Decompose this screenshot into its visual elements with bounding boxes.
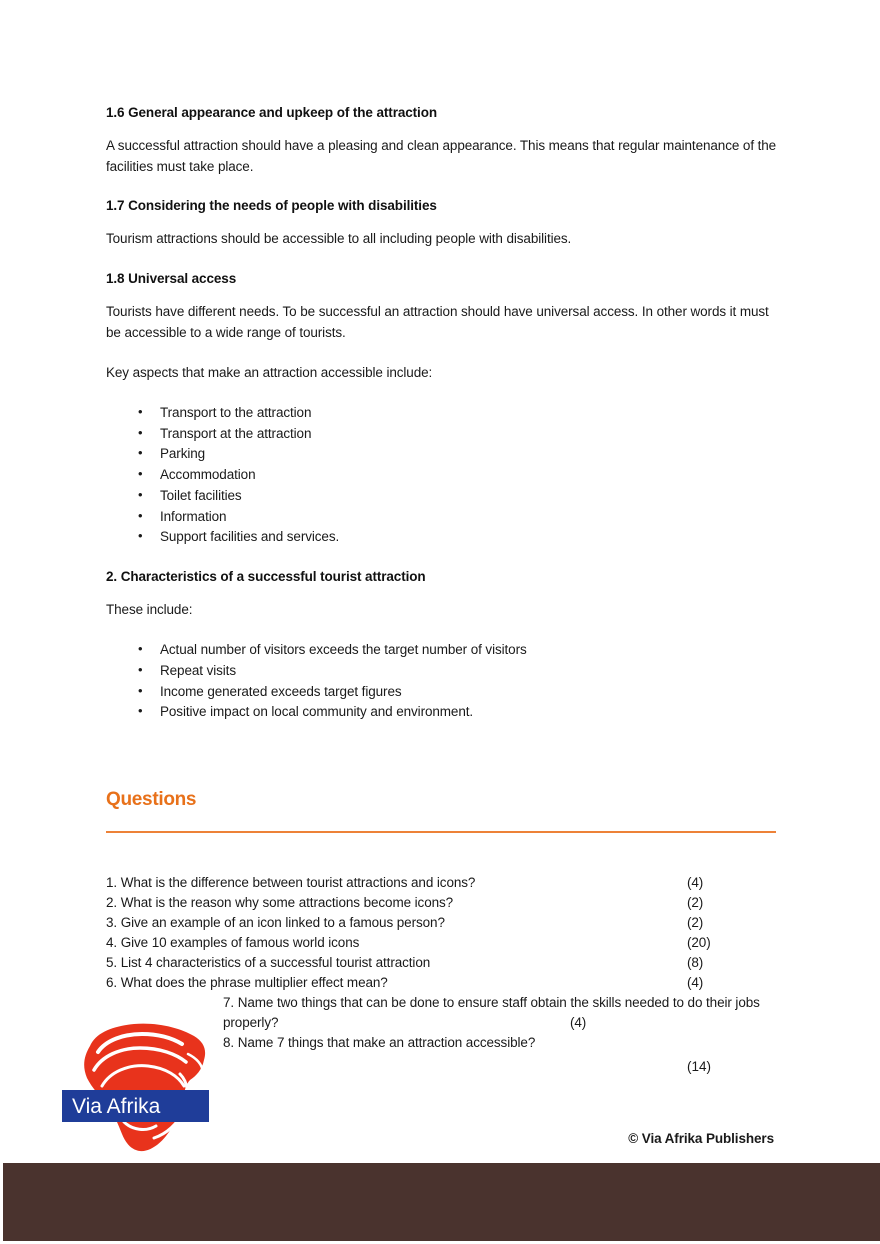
list-item: • Accommodation <box>106 465 778 486</box>
list-item: • Positive impact on local community and environment. <box>106 702 778 723</box>
question-text: 6. What does the phrase multiplier effect mean? <box>106 975 388 991</box>
question-row <box>106 933 778 953</box>
question-marks: (20) <box>687 935 711 951</box>
characteristics-list <box>106 640 778 723</box>
questions-heading: Questions <box>106 789 197 811</box>
document-body <box>106 104 778 1074</box>
question-marks-trailing: (14) <box>687 1059 712 1075</box>
heading-2-characteristics: 2. Characteristics of a successful tourist attraction <box>106 569 426 585</box>
copyright-notice: © Via Afrika Publishers <box>628 1131 774 1146</box>
paragraph-1-8: Tourists have different needs. To be successful an attraction should have universal access. In other words it must be accessible to a wide range of tourists. <box>106 304 769 340</box>
question-text: 8. Name 7 things that make an attraction accessible? <box>223 1035 536 1051</box>
list-item: • Support facilities and services. <box>106 527 778 548</box>
question-row <box>106 953 778 973</box>
list-item: • Parking <box>106 444 778 465</box>
paragraph-1-6: A successful attraction should have a pleasing and clean appearance. This means that regular maintenance of the facilities must take place. <box>106 138 777 174</box>
questions-divider <box>106 831 776 833</box>
list-item: • Transport to the attraction <box>106 403 778 424</box>
question-row <box>106 973 778 993</box>
question-row <box>106 873 778 893</box>
question-row <box>106 913 778 933</box>
question-text: 4. Give 10 examples of famous world icons <box>106 935 360 951</box>
list-item: • Repeat visits <box>106 661 778 682</box>
question-text: 2. What is the reason why some attractions become icons? <box>106 895 454 911</box>
question-marks: (4) <box>570 1015 587 1031</box>
heading-1-6: 1.6 General appearance and upkeep of the attraction <box>106 105 438 120</box>
question-text: 3. Give an example of an icon linked to a famous person? <box>106 915 445 931</box>
list-item: • Toilet facilities <box>106 486 778 507</box>
question-row <box>106 893 778 913</box>
paragraph-1-7: Tourism attractions should be accessible to all including people with disabilities. <box>106 231 572 247</box>
question-marks: (2) <box>687 895 704 911</box>
question-marks: (4) <box>687 875 704 891</box>
list-item: • Information <box>106 507 778 528</box>
access-list <box>106 403 778 548</box>
heading-1-8: 1.8 Universal access <box>106 270 237 286</box>
list-item: • Actual number of visitors exceeds the target number of visitors <box>106 640 778 661</box>
question-text: 5. List 4 characteristics of a successful tourist attraction <box>106 955 431 971</box>
footer-bar <box>3 1163 880 1241</box>
list-item: • Transport at the attraction <box>106 424 778 445</box>
list-item: • Income generated exceeds target figures <box>106 682 778 703</box>
question-text: 1. What is the difference between tourist attractions and icons? <box>106 875 476 891</box>
question-text: 7. Name two things that can be done to ensure staff obtain the skills needed to do their jobs properly? <box>223 995 760 1031</box>
question-marks: (4) <box>687 975 704 991</box>
question-marks: (8) <box>687 955 704 971</box>
heading-1-7: 1.7 Considering the needs of people with disabilities <box>106 198 437 214</box>
question-marks: (2) <box>687 915 704 931</box>
access-intro: Key aspects that make an attraction accessible include: <box>106 365 433 381</box>
logo-wordmark: Via Afrika <box>72 1095 161 1118</box>
characteristics-intro: These include: <box>106 602 193 618</box>
